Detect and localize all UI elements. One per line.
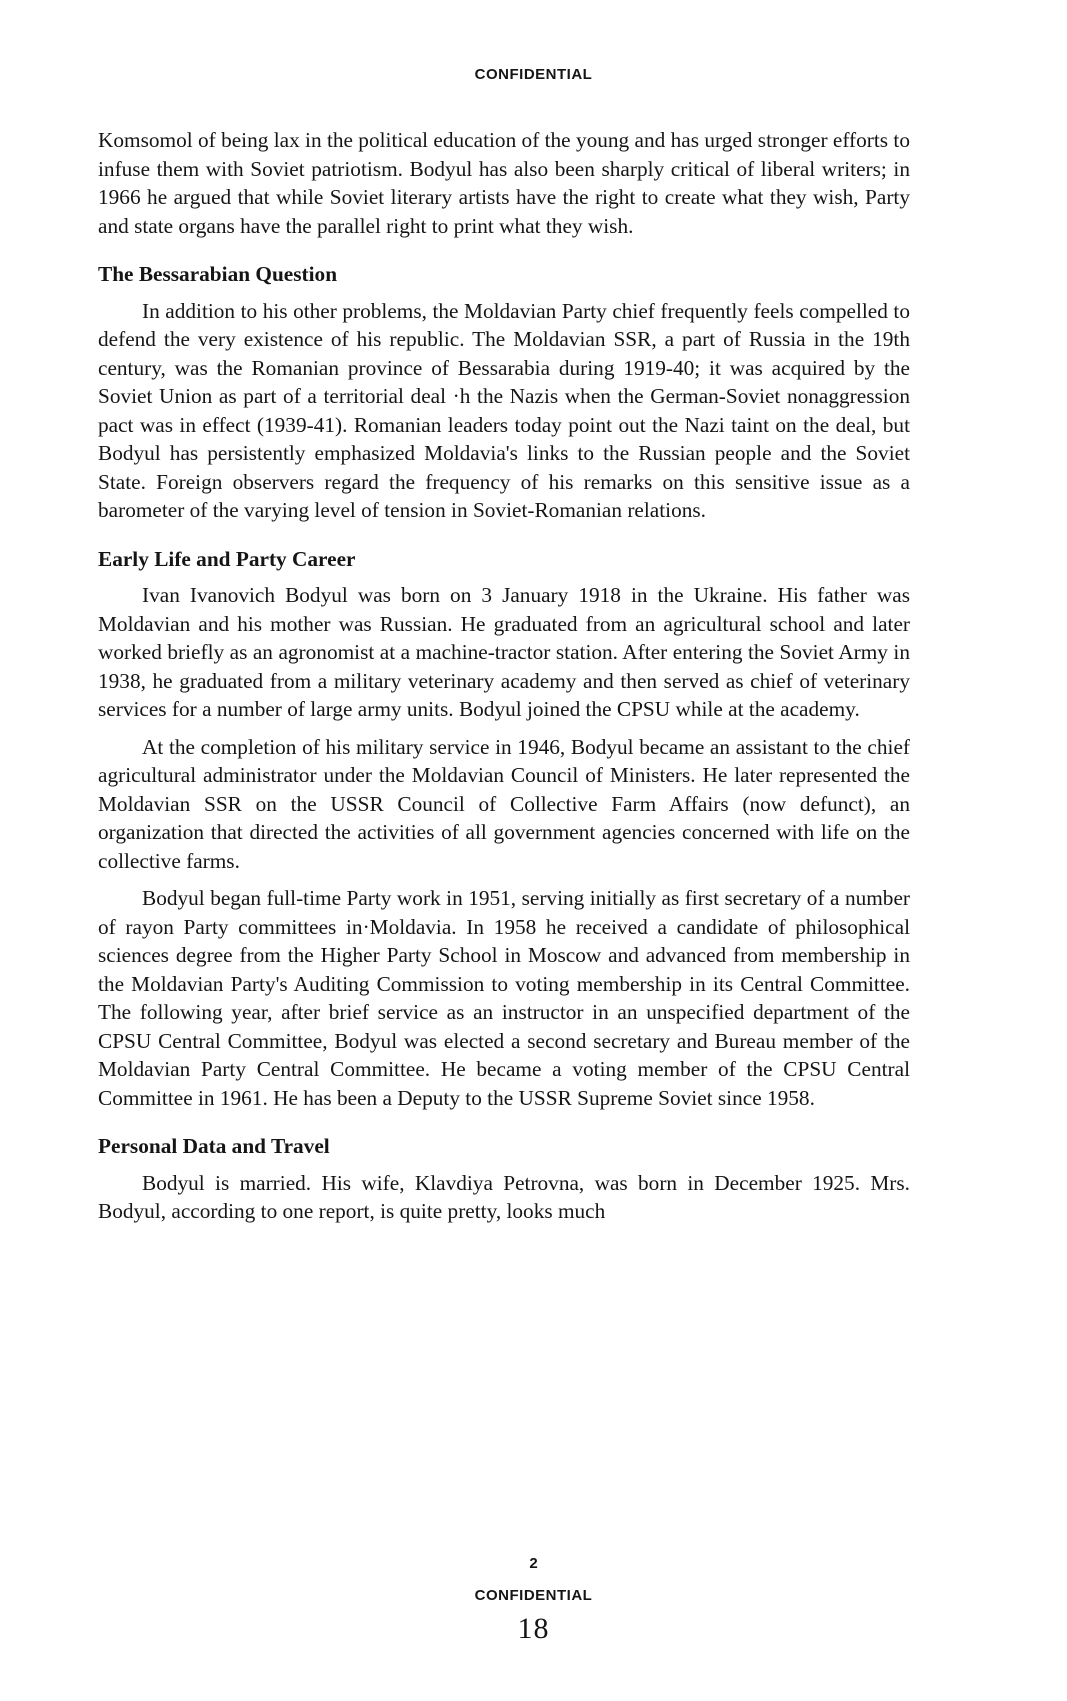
paragraph-early-life-2: At the completion of his military service in 1946, Bodyul became an assistant to the chief agricultural administrator under the Moldavian Council of Ministers. He later represented the Moldavian SSR on the USSR Council of Collective Farm Affairs (now defunct), an organization that directed the activities of all government agencies concerned with life on the collective farms. xyxy=(98,734,910,873)
classification-footer: CONFIDENTIAL xyxy=(474,1587,593,1604)
intro-paragraph: Komsomol of being lax in the political education of the young and has urged stronger efforts to infuse them with Soviet patriotism. Bodyul has also been sharply critical of liberal writers; in 1966 he argued that while Soviet literary artists have the right to create what they wish, Party and state organs have the parallel right to print what they wish. xyxy=(98,128,910,238)
section-heading-bessarabian-question: The Bessarabian Question xyxy=(98,262,338,286)
paragraph-personal-data: Bodyul is married. His wife, Klavdiya Petrovna, was born in December 1925. Mrs. Bodyul, according to one report, is quite pretty, looks much xyxy=(98,1170,910,1223)
section-heading-personal-data: Personal Data and Travel xyxy=(98,1134,330,1158)
paragraph-bessarabian-question: In addition to his other problems, the Moldavian Party chief frequently feels compelled to defend the very existence of his republic. The Moldavian SSR, a part of Russia in the 19th century, was the Romanian province of Bessarabia during 1919-40; it was acquired by the Soviet Union as part of a territorial deal ·h the Nazis when the German-Soviet nonaggression pact was in effect (1939-41). Romanian leaders today point out the Nazi taint on the deal, but Bodyul has persistently emphasized Moldavia's links to the Russian people and the Soviet State. Foreign observers regard the frequency of his remarks on this sensitive issue as a barometer of the varying level of tension in Soviet-Romanian relations. xyxy=(98,298,910,522)
paragraph-early-life-1: Ivan Ivanovich Bodyul was born on 3 January 1918 in the Ukraine. His father was Moldavian and his mother was Russian. He graduated from an agricultural school and later worked briefly as an agronomist at a machine-tractor station. After entering the Soviet Army in 1938, he graduated from a military veterinary academy and then served as chief of veterinary services for a number of large army units. Bodyul joined the CPSU while at the academy. xyxy=(98,583,910,721)
page-number: 2 xyxy=(529,1555,538,1572)
document-body xyxy=(98,126,910,1226)
section-heading-early-life: Early Life and Party Career xyxy=(98,546,356,571)
handwritten-page-number: 18 xyxy=(517,1612,550,1645)
classification-header: CONFIDENTIAL xyxy=(474,66,593,83)
paragraph-early-life-3: Bodyul began full-time Party work in 1951, serving initially as first secretary of a number of rayon Party committees in·Moldavia. In 1958 he received a candidate of philosophical sciences degree from the Higher Party School in Moscow and advanced from membership in the Moldavian Party's Auditing Commission to voting membership in its Central Committee. The following year, after brief service as an instructor in an unspecified department of the CPSU Central Committee, Bodyul was elected a second secretary and Bureau member of the Moldavian Party Central Committee. He became a voting member of the CPSU Central Committee in 1961. He has been a Deputy to the USSR Supreme Soviet since 1958. xyxy=(98,886,910,1110)
